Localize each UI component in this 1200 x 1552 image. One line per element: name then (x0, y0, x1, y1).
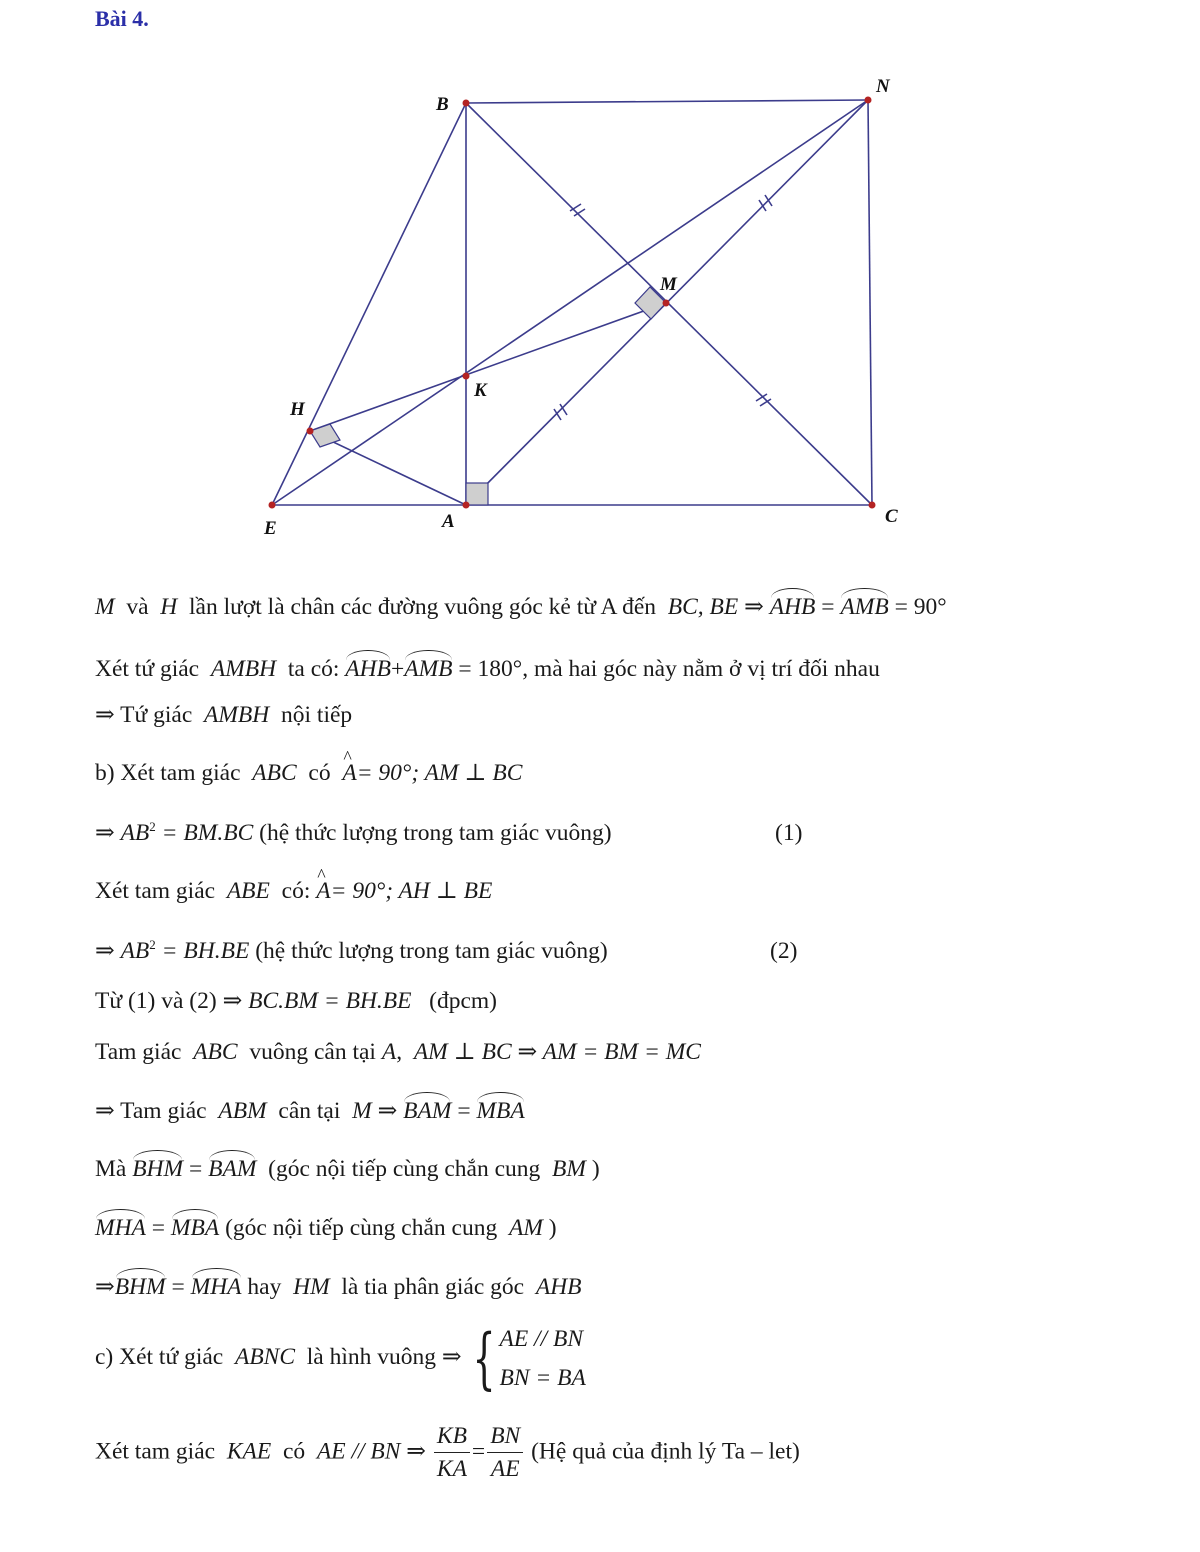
point-m (663, 300, 670, 307)
label-e: E (264, 518, 277, 539)
proof-line-8: Từ (1) và (2) ⇒ BC.BM = BH.BE (đpcm) (95, 988, 497, 1014)
label-b: B (436, 94, 449, 115)
system-brace: { AE // BN BN = BA (472, 1319, 586, 1397)
exercise-title: Bài 4. (95, 6, 149, 31)
segment-en (272, 100, 868, 505)
proof-line-12: MHA = MBA (góc nội tiếp cùng chắn cung AM ) (95, 1209, 557, 1242)
segment-hm (310, 303, 666, 431)
point-h (307, 428, 314, 435)
proof-line-15: Xét tam giác KAE có AE // BN ⇒ $\frac{KB}{KA}$ = $\frac{BN}{AE}$ (Hệ quả của định lý Ta – let) (95, 1423, 800, 1483)
point-k (463, 373, 470, 380)
geometry-figure (0, 0, 1200, 560)
proof-line-10: ⇒ Tam giác ABM cân tại M ⇒ BAM = MBA (95, 1092, 525, 1125)
right-angle-a (466, 483, 488, 505)
label-h: H (290, 399, 305, 420)
label-k: K (474, 380, 487, 401)
proof-line-13: ⇒BHM = MHA hay HM là tia phân giác góc AHB (95, 1268, 582, 1301)
equation-tag-1: (1) (775, 820, 803, 846)
point-e (269, 502, 276, 509)
segment-nc (868, 100, 872, 505)
label-n: N (876, 76, 890, 97)
point-b (463, 100, 470, 107)
label-m: M (660, 274, 677, 295)
proof-line-9: Tam giác ABC vuông cân tại A, AM ⊥ BC ⇒ AM = BM = MC (95, 1039, 701, 1065)
fraction-kb-ka: $\frac{KB}{KA}$ (434, 1423, 470, 1483)
proof-line-4: b) Xét tam giác ABC có ^ A= 90°; AM ⊥ BC (95, 760, 522, 787)
fraction-bn-ae: $\frac{BN}{AE}$ (487, 1423, 523, 1483)
proof-line-3: ⇒ Tứ giác AMBH nội tiếp (95, 702, 353, 728)
label-a: A (442, 511, 455, 532)
proof-line-14: c) Xét tứ giác ABNC là hình vuông ⇒ { AE // BN BN = BA (95, 1319, 586, 1397)
proof-line-1: M và H lần lượt là chân các đường vuông góc kẻ từ A đến BC, BE ⇒ AHB = AMB = 90° (95, 588, 947, 621)
equation-tag-2: (2) (770, 938, 798, 964)
proof-line-7: ⇒ $AB^2 = BH.BE$ (hệ thức lượng trong tam giác vuông) (95, 937, 608, 964)
segment-bn (466, 100, 868, 103)
proof-line-5: ⇒ $AB^2 = BM.BC$ (hệ thức lượng trong tam giác vuông) (95, 819, 612, 846)
proof-line-2: Xét tứ giác AMBH ta có: AHB+AMB = 180°, mà hai góc này nằm ở vị trí đối nhau (95, 650, 880, 683)
label-c: C (885, 506, 898, 527)
point-c (869, 502, 876, 509)
proof-line-6: Xét tam giác ABE có: ^ A= 90°; AH ⊥ BE (95, 878, 492, 905)
point-n (865, 97, 872, 104)
point-a (463, 502, 470, 509)
proof-line-11: Mà BHM = BAM (góc nội tiếp cùng chắn cung BM ) (95, 1150, 600, 1183)
segment-be (272, 103, 466, 505)
